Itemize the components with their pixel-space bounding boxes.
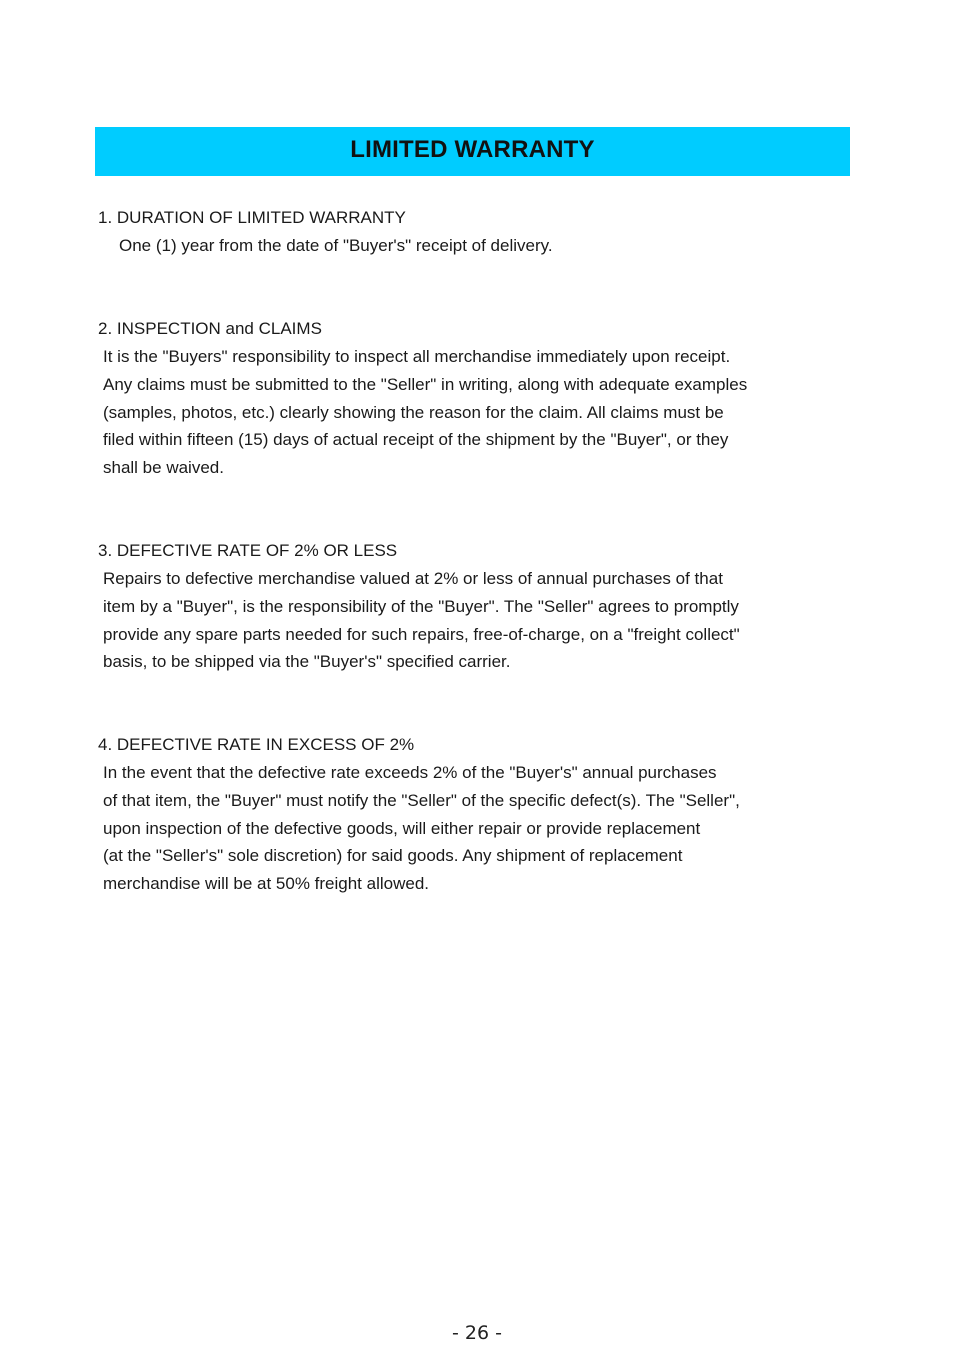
section-text-line: (samples, photos, etc.) clearly showing the reason for the claim. All claims must be [103,402,724,422]
section-text-line: of that item, the "Buyer" must notify the "Seller" of the specific defect(s). The "Seller", [103,790,740,810]
section-heading: 3. DEFECTIVE RATE OF 2% OR LESS [98,541,398,560]
section-text-line: basis, to be shipped via the "Buyer's" specified carrier. [103,652,511,672]
section-text-line: It is the "Buyers" responsibility to inspect all merchandise immediately upon receipt. [103,347,731,366]
section-text-line: (at the "Seller's" sole discretion) for said goods. Any shipment of replacement [103,846,683,866]
section-duration [98,204,828,260]
page-number: - 26 - [452,1322,502,1344]
section-defective-2-or-less [98,537,828,676]
section-text-line: Repairs to defective merchandise valued at 2% or less of annual purchases of that [103,569,723,588]
section-text-line: filed within fifteen (15) days of actual receipt of the shipment by the "Buyer", or they [103,430,729,450]
section-text-line: merchandise will be at 50% freight allowed. [103,874,430,894]
section-text-line: In the event that the defective rate exceeds 2% of the "Buyer's" annual purchases [103,763,717,782]
section-inspection [98,315,828,482]
section-text-line: provide any spare parts needed for such repairs, free-of-charge, on a "freight collect" [103,624,740,644]
section-heading: 2. INSPECTION and CLAIMS [98,319,322,338]
section-text-line: One (1) year from the date of "Buyer's" receipt of delivery. [119,236,553,255]
section-heading: 1. DURATION OF LIMITED WARRANTY [98,208,406,227]
section-text-line: Any claims must be submitted to the "Seller" in writing, along with adequate examples [103,374,748,394]
section-text-line: upon inspection of the defective goods, will either repair or provide replacement [103,818,701,838]
title-bar [95,127,850,176]
page-title: LIMITED WARRANTY [350,135,595,163]
section-heading: 4. DEFECTIVE RATE IN EXCESS OF 2% [98,735,415,754]
section-text-line: item by a "Buyer", is the responsibility of the "Buyer". The "Seller" agrees to promptly [103,596,739,616]
section-text-line: shall be waived. [103,458,224,478]
section-defective-excess [98,731,828,898]
